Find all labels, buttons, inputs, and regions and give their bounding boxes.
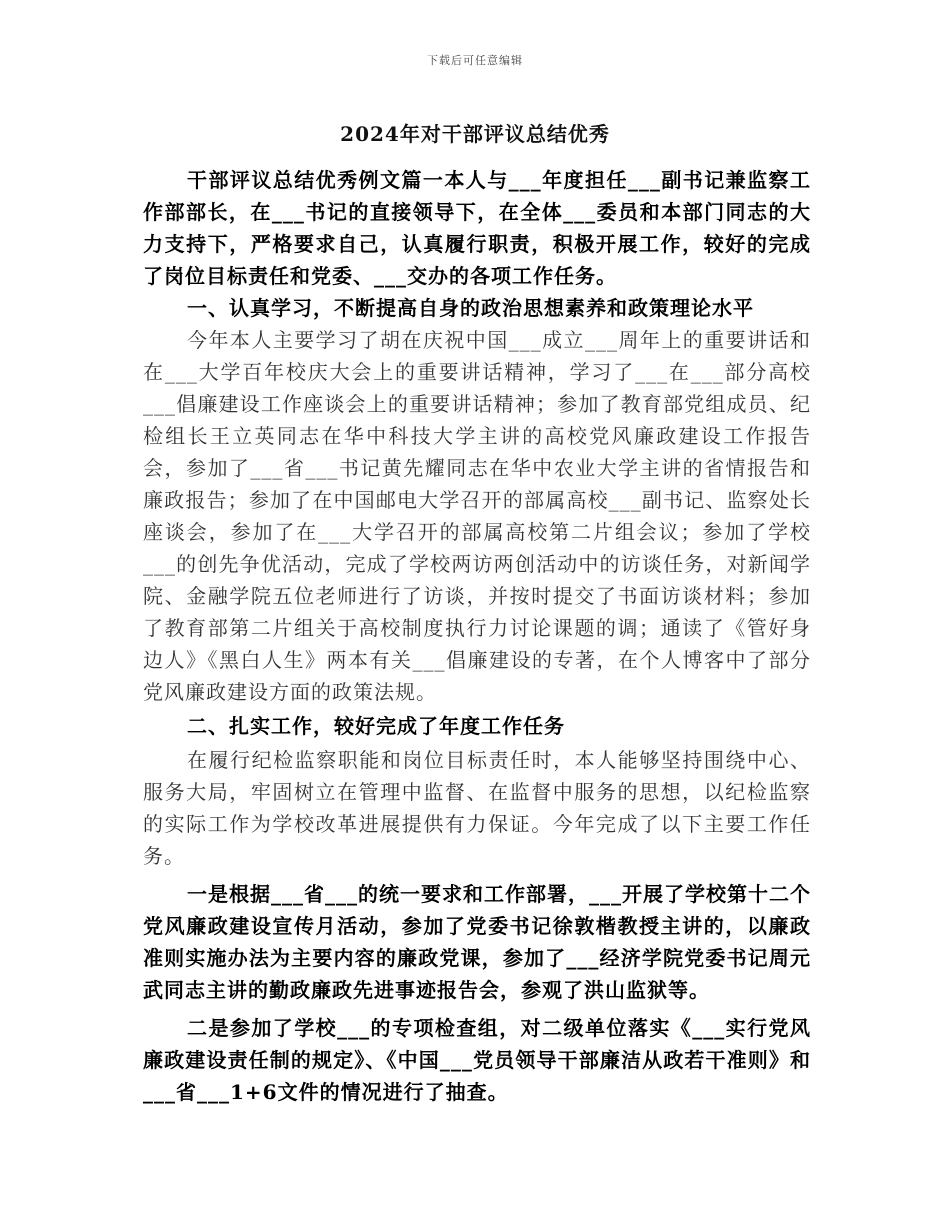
header-note: 下载后可任意编辑 <box>427 54 523 67</box>
paragraph-work: 在履行纪检监察职能和岗位目标责任时，本人能够坚持围绕中心、服务大局，牢固树立在管理中监督、在监督中服务的思想，以纪检监察的实际工作为学校改革进展提供有力保证。今年完成了以下主要工作任务。 <box>143 748 811 868</box>
document-title: 2024年对干部评议总结优秀 <box>340 122 610 146</box>
section-heading-1: 一、认真学习，不断提高自身的政治思想素养和政策理论水平 <box>187 296 754 320</box>
paragraph-intro: 干部评议总结优秀例文篇一本人与___年度担任___副书记兼监察工作部部长，在___书记的直接领导下，在全体___委员和本部门同志的大力支持下，严格要求自己，认真履行职责，积极开展工作，较好的完成了岗位目标责任和党委、___交办的各项工作任务。 <box>143 168 811 288</box>
paragraph-item-2: 二是参加了学校___的专项检查组，对二级单位落实《___实行党风廉政建设责任制的规定》、《中国___党员领导干部廉洁从政若干准则》和___省___1+6文件的情况进行了抽查。 <box>143 1016 811 1104</box>
paragraph-study: 今年本人主要学习了胡在庆祝中国___成立___周年上的重要讲话和在___大学百年校庆大会上的重要讲话精神，学习了___在___部分高校___倡廉建设工作座谈会上的重要讲话精神；参加了教育部党组成员、纪检组长王立英同志在华中科技大学主讲的高校党风廉政建设工作报告会，参加了___省___书记黄先耀同志在华中农业大学主讲的省情报告和廉政报告；参加了在中国邮电大学召开的部属高校___副书记、监察处长座谈会，参加了在___大学召开的部属高校第二片组会议；参加了学校___的创先争优活动，完成了学校两访两创活动中的访谈任务，对新闻学院、金融学院五位老师进行了访谈，并按时提交了书面访谈材料；参加了教育部第二片组关于高校制度执行力讨论课题的调；通读了《管好身边人》《黑白人生》两本有关___倡廉建设的专著，在个人博客中了部分党风廉政建设方面的政策法规。 <box>143 328 811 704</box>
section-heading-2: 二、扎实工作，较好完成了年度工作任务 <box>187 714 565 738</box>
paragraph-item-1: 一是根据___省___的统一要求和工作部署，___开展了学校第十二个党风廉政建设宣传月活动，参加了党委书记徐敦楷教授主讲的，以廉政准则实施办法为主要内容的廉政党课，参加了___经济学院党委书记周元武同志主讲的勤政廉政先进事迹报告会，参观了洪山监狱等。 <box>143 882 811 1002</box>
document-body <box>143 164 811 1108</box>
